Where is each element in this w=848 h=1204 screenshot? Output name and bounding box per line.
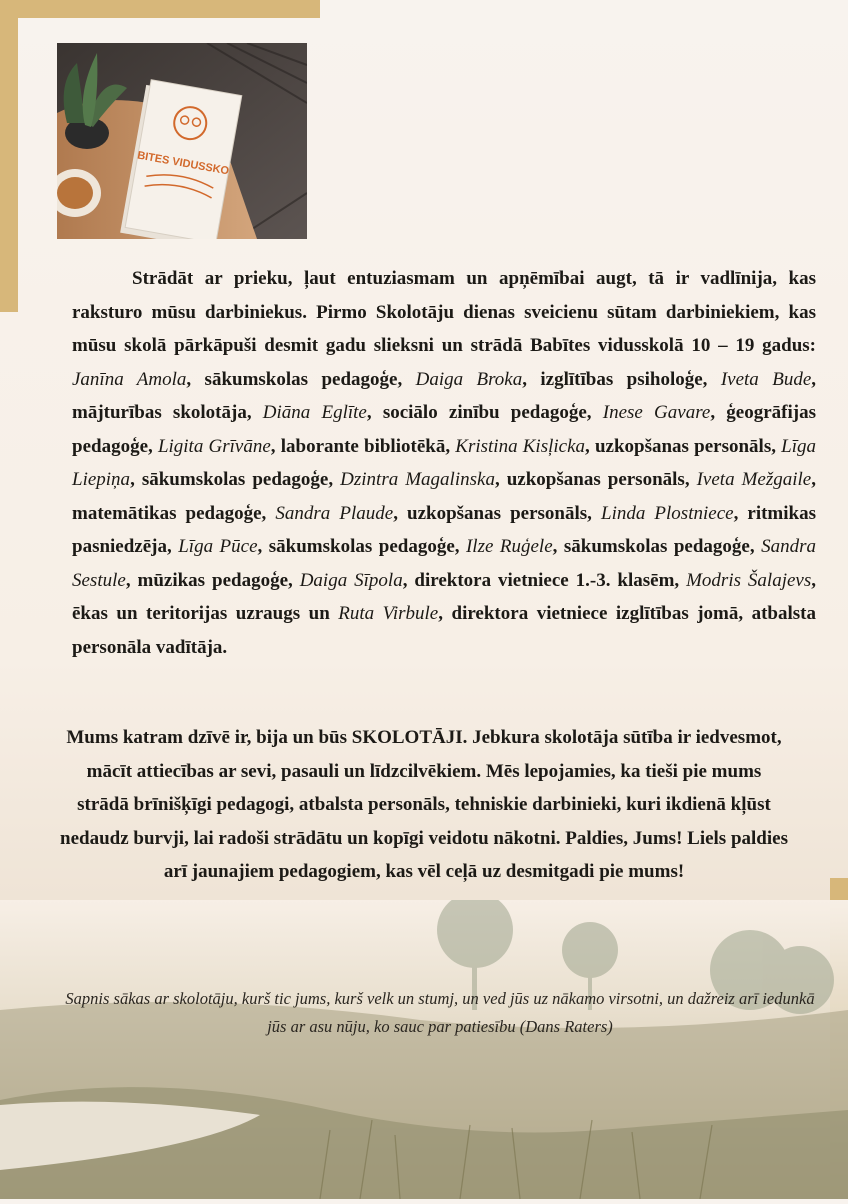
paragraph-text: , laborante bibliotēkā, [270, 435, 456, 457]
paragraph-text: , ģeogrāfijas pedagoģe, [72, 402, 816, 457]
employee-name: Iveta Mežgaile [696, 469, 812, 490]
employee-name: Diāna Eglīte [262, 402, 367, 423]
paragraph-text: , sākumskolas pedagoģe, [257, 536, 466, 557]
employee-name: Sandra Sestule [72, 536, 816, 591]
paragraph-text: , direktora vietniece izglītības jomā, atbalsta personāla vadītāja. [72, 603, 817, 658]
paragraph-text: , mūzikas pedagoģe, [125, 569, 300, 591]
paragraph-text: , sociālo zinību pedagoģe, [366, 402, 603, 423]
employee-name: Ilze Ruģele [465, 536, 553, 557]
employee-name: Inese Gavare [602, 402, 711, 423]
paragraph-text: , uzkopšanas personāls, [585, 435, 782, 457]
paragraph-text: Strādāt ar prieku, ļaut entuziasmam un apņēmībai augt, tā ir vadlīnija, kas raksturo mūsu darbiniekus. Pirmo Skolotāju dienas sveicienu sūtam darbiniekiem, kas mūsu skolā pārkāpuši desmit gadu slieksni un strādā Babītes vidusskolā 10 – 19 gadus: [72, 268, 816, 356]
paragraph-text: , izglītības psiholoģe, [522, 368, 721, 390]
employee-name: Iveta Bude [720, 368, 812, 390]
paragraph-text: , matemātikas pedagoģe, [72, 469, 816, 524]
employee-name: Daiga Sīpola [299, 569, 403, 591]
paragraph-text: , uzkopšanas personāls, [494, 469, 697, 490]
employee-name: Dzintra Magalinska [340, 469, 495, 490]
employees-paragraph [72, 262, 816, 664]
paragraph-text: , sākumskolas pedagoģe, [130, 469, 341, 490]
employee-name: Modris Šalajevs [686, 569, 812, 591]
book-cover-text: BITES VIDUSSKO [136, 149, 230, 178]
employee-name: Līga Liepiņa [72, 435, 817, 490]
paragraph-text: , mājturības skolotāja, [72, 368, 816, 423]
paragraph-text: , sākumskolas pedagoģe, [552, 536, 762, 557]
school-book-photo [57, 43, 307, 239]
employee-name: Sandra Plaude [275, 502, 394, 524]
teachers-paragraph: Mums katram dzīvē ir, bija un būs SKOLOTĀJI. Jebkura skolotāja sūtība ir iedvesmot, mācīt attiecības ar sevi, pasauli un līdzcilvēkiem. Mēs lepojamies, ka tieši pie mums strādā brīnišķīgi pedagogi, atbalsta personāls, tehniskie darbinieki, kuri ikdienā kļūst nedaudz burvji, lai radoši strādātu un kopīgi veidotu nākotni. Paldies, Jums! Liels paldies arī jaunajiem pedagogiem, kas vēl ceļā uz desmitgadi pie mums! [60, 727, 788, 882]
paragraph-text: , ēkas un teritorijas uzraugs un [72, 569, 816, 624]
employee-name: Linda Plostniece [601, 502, 734, 524]
paragraph-text: , ritmikas pasniedzēja, [72, 502, 816, 557]
employee-name: Kristina Kisļicka [455, 435, 586, 457]
quote-text: Sapnis sākas ar skolotāju, kurš tic jums, kurš velk un stumj, un ved jūs uz nākamo virsotni, un dažreiz arī iedunkā jūs ar asu nūju, ko sauc par patiesību (Dans Raters) [65, 989, 815, 1036]
corner-frame-top [0, 0, 320, 18]
paragraph-text: , uzkopšanas personāls, [393, 502, 601, 524]
employee-name: Līga Pūce [178, 536, 258, 557]
employee-name: Ruta Virbule [338, 603, 439, 624]
employee-name: Ligita Grīvāne [157, 435, 271, 457]
paragraph-text: , direktora vietniece 1.-3. klasēm, [402, 569, 687, 591]
employee-name: Daiga Broka [415, 368, 523, 390]
employee-name: Janīna Amola [72, 368, 187, 390]
misty-landscape-background [0, 900, 848, 1199]
paragraph-text: , sākumskolas pedagoģe, [186, 368, 416, 390]
corner-frame-left [0, 0, 18, 312]
